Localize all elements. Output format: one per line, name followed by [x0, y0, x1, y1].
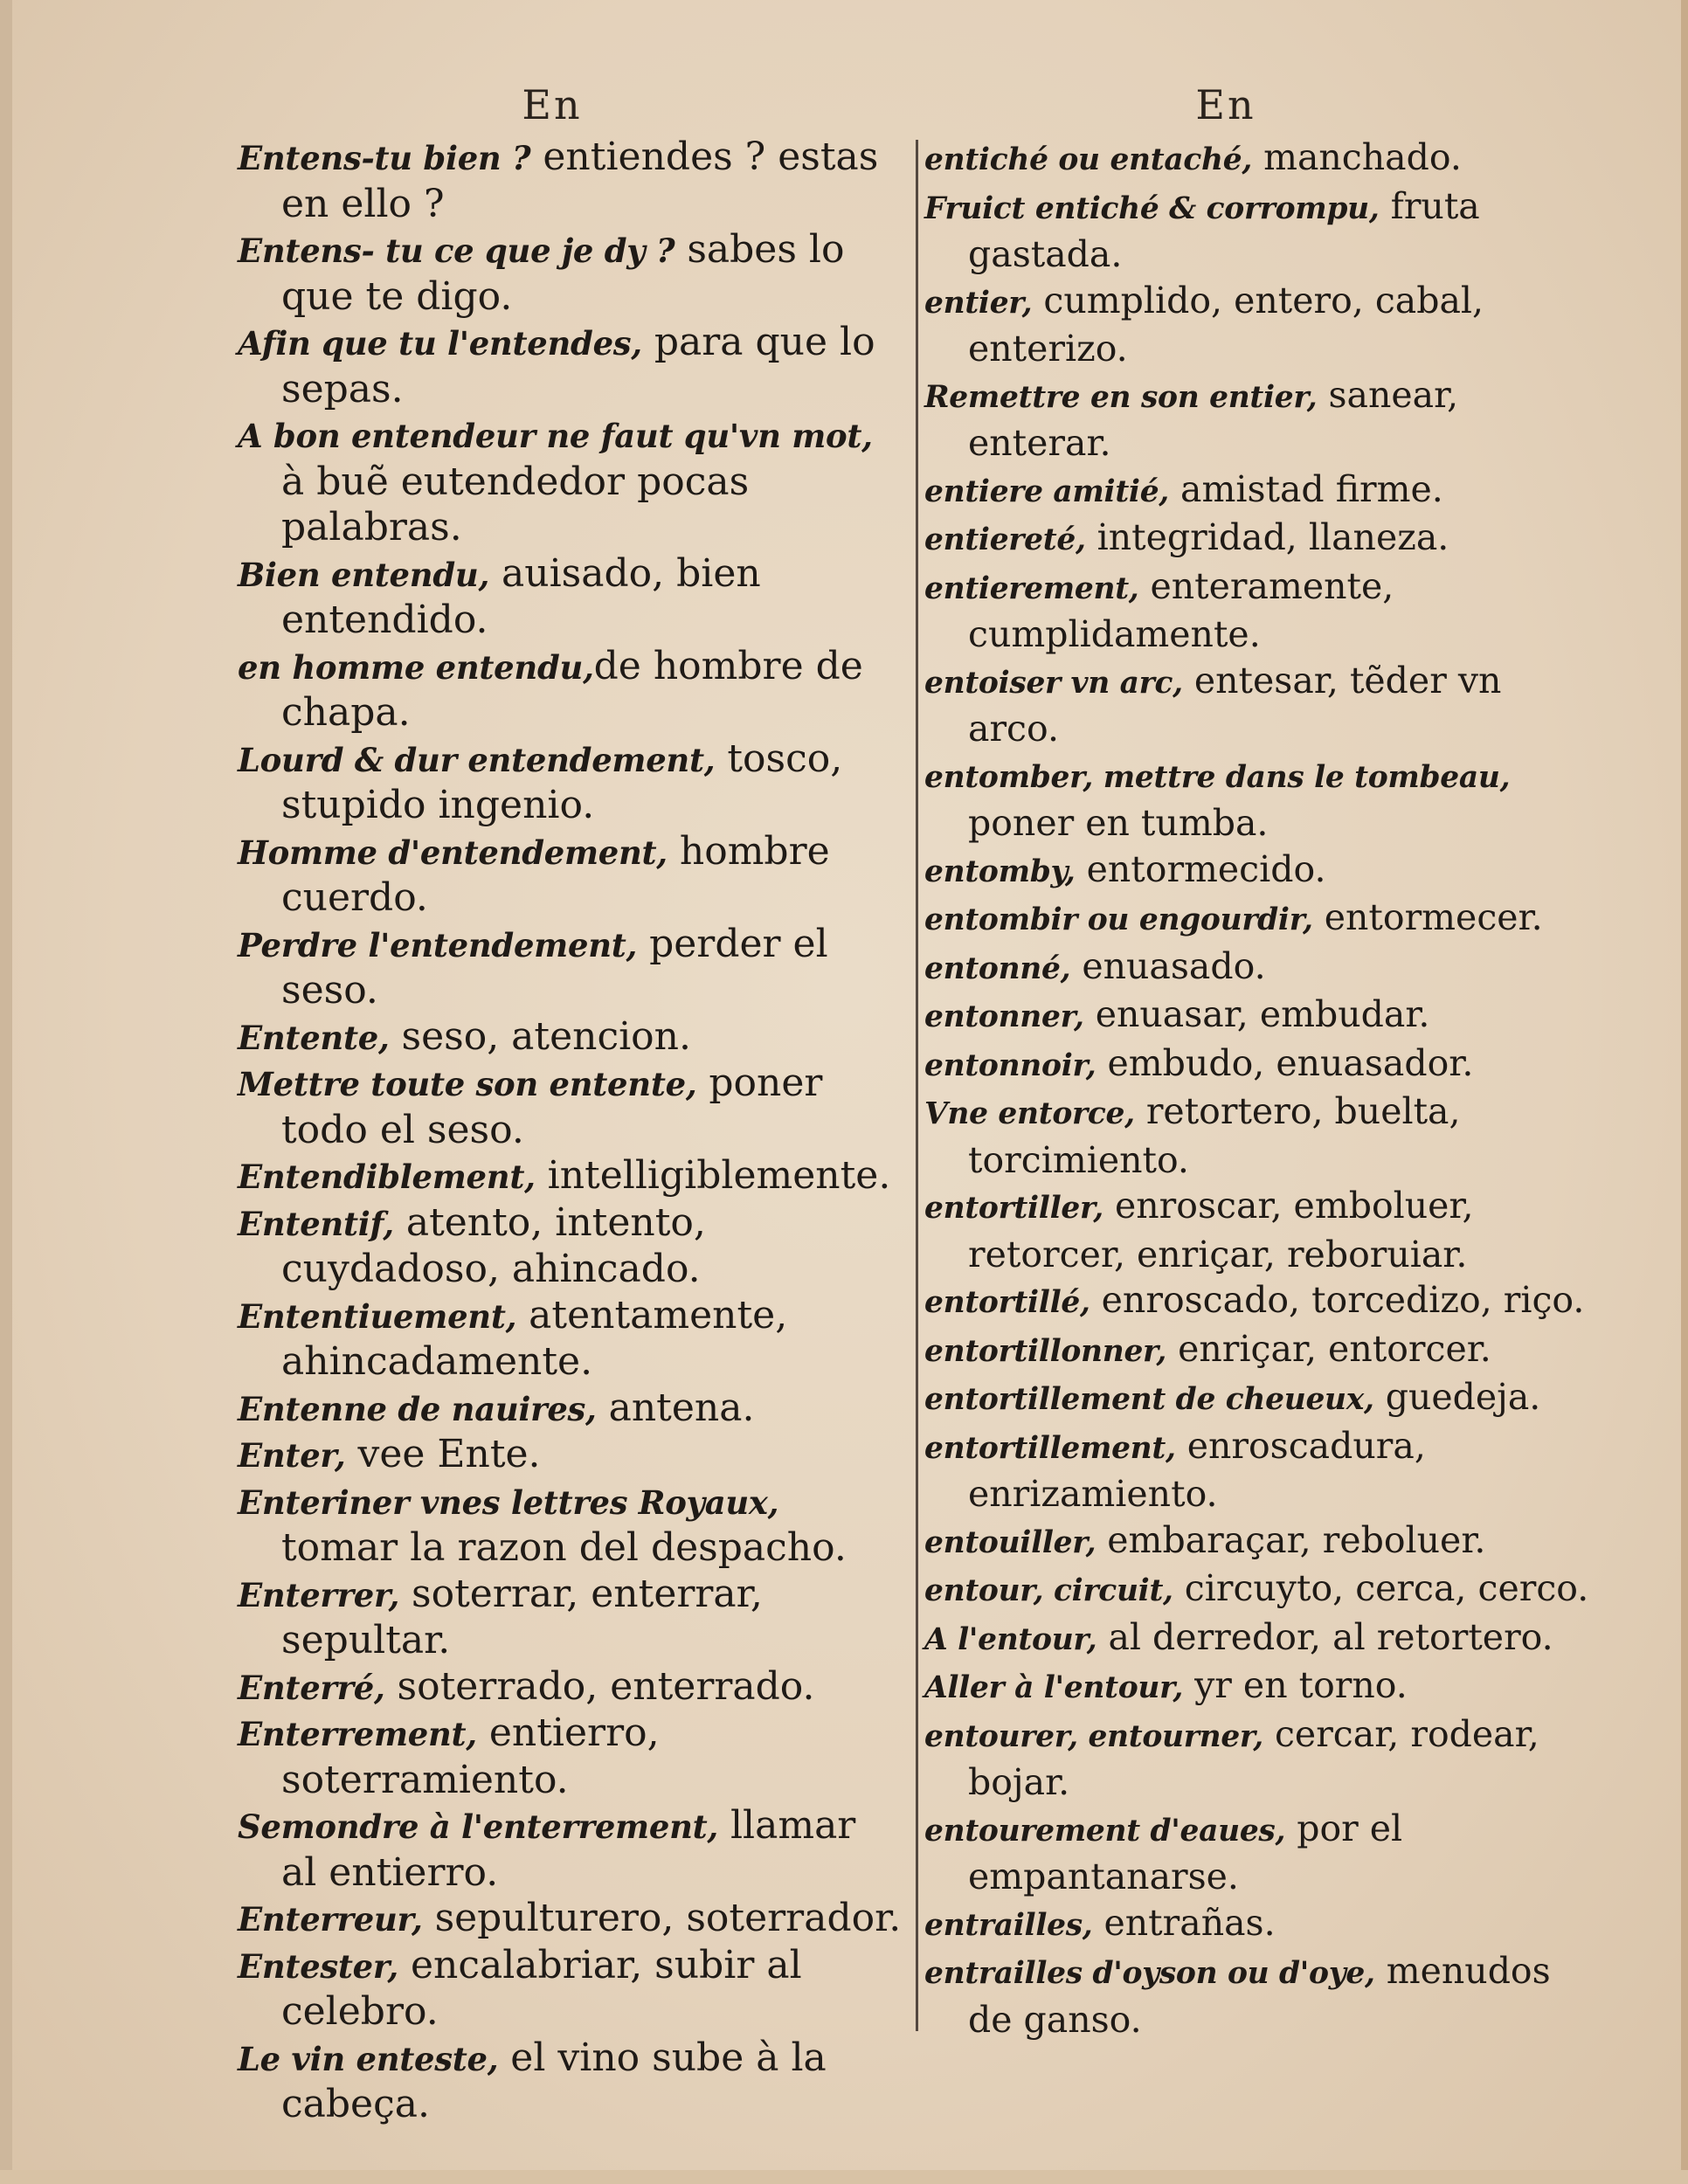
entry-headword: entiereté,	[924, 522, 1086, 557]
entry-translation: soterrado, enterrado.	[384, 1663, 815, 1709]
dictionary-entry	[238, 736, 902, 829]
entry-headword: entortillement de cheueux,	[924, 1382, 1374, 1417]
entry-translation: seso, atencion.	[389, 1013, 691, 1059]
entry-translation: tomar la razon del despacho.	[281, 1525, 847, 1570]
entry-translation: atentamente, ahincadamente.	[281, 1292, 788, 1384]
entry-translation: para que lo sepas.	[281, 320, 875, 411]
dictionary-entry	[238, 1432, 902, 1479]
entry-headword: entour, circuit,	[924, 1573, 1173, 1608]
page-edge-left	[0, 0, 12, 2184]
entry-translation: poner en tumba.	[968, 802, 1269, 844]
left-column	[238, 79, 902, 2128]
dictionary-entry	[924, 1374, 1597, 1423]
entry-translation: circuyto, cerca, cerco.	[1173, 1567, 1589, 1609]
entry-headword: entonnoir,	[924, 1047, 1097, 1083]
entry-translation: enuasar, embudar.	[1083, 993, 1430, 1035]
dictionary-entry	[924, 1565, 1597, 1614]
entry-translation: enroscado, torcedizo, riço.	[1090, 1279, 1585, 1321]
left-entry-list	[238, 135, 902, 2128]
entry-translation: tosco, stupido ingenio.	[281, 736, 843, 827]
dictionary-entry	[924, 1089, 1597, 1183]
entry-translation: por el empantanarse.	[968, 1807, 1403, 1897]
dictionary-entry	[924, 183, 1597, 278]
dictionary-entry	[924, 1948, 1597, 2042]
entry-headword: entoiser vn arc,	[924, 665, 1183, 701]
entry-translation: manchado.	[1252, 136, 1462, 178]
entry-translation: sepulturero, soterrador.	[422, 1896, 902, 1940]
dictionary-entry	[238, 1200, 902, 1293]
dictionary-entry	[238, 1711, 902, 1803]
entry-headword: entourer, entourner,	[924, 1718, 1263, 1754]
entry-headword: Perdre l'entendement,	[238, 925, 638, 964]
entry-headword: Afin que tu l'entendes,	[238, 324, 642, 363]
entry-translation: vee Ente.	[345, 1432, 541, 1476]
entry-translation: entesar, tẽder vn arco.	[968, 659, 1502, 750]
dictionary-entry	[924, 467, 1597, 515]
dictionary-entry	[924, 1900, 1597, 1949]
dictionary-entry	[924, 992, 1597, 1040]
entry-translation: encalabriar, subir al celebro.	[281, 1942, 802, 2034]
entry-headword: entomby,	[924, 854, 1076, 889]
entry-translation: hombre cuerdo.	[281, 828, 830, 920]
entry-headword: entonner,	[924, 999, 1084, 1034]
entry-translation: enuasado.	[1070, 944, 1266, 987]
dictionary-entry	[924, 278, 1597, 372]
entry-translation: soterrar, enterrar, sepultar.	[281, 1571, 763, 1662]
dictionary-entry	[238, 644, 902, 736]
entry-translation: poner todo el seso.	[281, 1061, 823, 1152]
entry-headword: Fruict entiché & corrompu,	[924, 190, 1380, 226]
entry-headword: Enteriner vnes lettres Royaux,	[238, 1482, 779, 1522]
entry-headword: entourement d'eaues,	[924, 1813, 1286, 1849]
entry-headword: Ententiuement,	[238, 1296, 517, 1336]
entry-translation: à buẽ eutendedor pocas palabras.	[281, 459, 750, 549]
page-edge-right	[1681, 0, 1688, 2184]
entry-translation: entierro, soterramiento.	[281, 1711, 660, 1802]
dictionary-entry	[238, 1572, 902, 1664]
entry-headword: entierement,	[924, 570, 1139, 606]
entry-translation: enriçar, entorcer.	[1166, 1327, 1491, 1370]
entry-headword: Aller à l'entour,	[924, 1670, 1184, 1705]
entry-headword: entiché ou entaché,	[924, 142, 1253, 177]
entry-headword: entrailles,	[924, 1907, 1093, 1943]
right-entry-list	[924, 135, 1597, 2042]
dictionary-entry	[238, 2035, 902, 2128]
entry-headword: Enterré,	[238, 1668, 385, 1707]
dictionary-entry	[924, 563, 1597, 658]
entry-headword: entouiller,	[924, 1524, 1097, 1560]
dictionary-entry	[924, 1711, 1597, 1806]
entry-translation: embaraçar, reboluer.	[1096, 1518, 1486, 1561]
entry-headword: A bon entendeur ne faut qu'vn mot,	[238, 417, 873, 455]
dictionary-entry	[238, 829, 902, 922]
dictionary-entry	[238, 1014, 902, 1061]
entry-headword: entrailles d'oyson ou d'oye,	[924, 1956, 1375, 1991]
entry-headword: Entester,	[238, 1946, 398, 1986]
entry-headword: Bien entendu,	[238, 555, 490, 594]
left-column-header: En	[522, 81, 583, 128]
entry-headword: Le vin enteste,	[238, 2039, 499, 2078]
entry-headword: entier,	[924, 285, 1033, 321]
dictionary-entry	[924, 1183, 1597, 1277]
dictionary-entry	[238, 1896, 902, 1943]
entry-translation: entiendes ? estas en ello ?	[281, 135, 879, 226]
entry-headword: Entenne de nauires,	[238, 1389, 597, 1428]
entry-headword: Vne entorce,	[924, 1096, 1135, 1131]
entry-headword: Enter,	[238, 1436, 346, 1475]
entry-headword: entombir ou engourdir,	[924, 902, 1313, 937]
entry-translation: perder el seso.	[281, 921, 828, 1013]
right-column	[924, 79, 1597, 2042]
entry-headword: Lourd & dur entendement,	[238, 740, 716, 779]
column-divider	[916, 140, 918, 2031]
entry-headword: Homme d'entendement,	[238, 833, 668, 872]
dictionary-entry	[924, 1040, 1597, 1089]
entry-headword: entortiller,	[924, 1191, 1103, 1226]
page-edge-bottom	[0, 2170, 1688, 2184]
entry-headword: entortillement,	[924, 1430, 1176, 1466]
dictionary-entry	[924, 515, 1597, 563]
entry-translation: amistad firme.	[1169, 467, 1443, 510]
dictionary-entry	[924, 1423, 1597, 1517]
dictionary-entry	[238, 1061, 902, 1153]
entry-headword: Enterreur,	[238, 1900, 423, 1939]
dictionary-entry	[238, 320, 902, 412]
entry-headword: Remettre en son entier,	[924, 379, 1318, 415]
dictionary-entry	[238, 227, 902, 320]
entry-headword: entonné,	[924, 950, 1071, 986]
entry-headword: Semondre à l'enterrement,	[238, 1807, 718, 1846]
entry-translation: entormecido.	[1075, 847, 1326, 890]
dictionary-entry	[924, 847, 1597, 895]
entry-translation: cercar, rodear, bojar.	[968, 1712, 1539, 1803]
dictionary-entry	[238, 1943, 902, 2035]
entry-translation: el vino sube à la cabeça.	[281, 2035, 827, 2126]
dictionary-entry	[238, 1803, 902, 1896]
entry-headword: A l'entour,	[924, 1621, 1097, 1657]
entry-translation: guedeja.	[1373, 1376, 1541, 1418]
dictionary-entry	[924, 1326, 1597, 1375]
dictionary-entry	[924, 1662, 1597, 1711]
entry-headword: Entendiblement,	[238, 1158, 536, 1196]
entry-translation: sabes lo que te digo.	[281, 227, 845, 319]
entry-translation: sanear, enterar.	[968, 373, 1459, 464]
entry-translation: yr en torno.	[1183, 1664, 1408, 1706]
dictionary-entry	[924, 943, 1597, 992]
entry-translation: menudos de ganso.	[968, 1950, 1551, 2041]
dictionary-entry	[238, 922, 902, 1014]
dictionary-entry	[924, 1806, 1597, 1900]
dictionary-entry	[238, 412, 902, 551]
entry-translation: intelligiblemente.	[535, 1153, 891, 1198]
entry-headword: entortillonner,	[924, 1333, 1167, 1369]
dictionary-entry	[924, 752, 1597, 847]
dictionary-entry	[924, 1517, 1597, 1566]
entry-translation: entrañas.	[1092, 1901, 1276, 1944]
entry-translation: llamar al entierro.	[281, 1803, 856, 1895]
entry-translation: retortero, buelta, torcimiento.	[968, 1090, 1461, 1181]
entry-translation: fruta gastada.	[968, 184, 1480, 275]
entry-translation: enroscar, emboluer, retorcer, enriçar, reboruiar.	[968, 1185, 1474, 1275]
entry-headword: en homme entendu,	[238, 647, 594, 687]
entry-translation: atento, intento, cuydadoso, ahincado.	[281, 1199, 706, 1291]
dictionary-entry	[238, 1386, 902, 1433]
entry-headword: entiere amitié,	[924, 473, 1169, 509]
entry-translation: enroscadura, enrizamiento.	[968, 1424, 1426, 1515]
dictionary-entry	[238, 1293, 902, 1386]
dictionary-entry	[238, 551, 902, 644]
dictionary-entry	[924, 1277, 1597, 1326]
entry-headword: Enterrement,	[238, 1715, 477, 1753]
entry-headword: Enterrer,	[238, 1575, 400, 1614]
dictionary-entry	[924, 1614, 1597, 1663]
entry-translation: de hombre de chapa.	[281, 643, 863, 735]
entry-headword: Entente,	[238, 1018, 390, 1057]
entry-headword: Ententif,	[238, 1204, 394, 1243]
entry-translation: enteramente, cumplidamente.	[968, 564, 1394, 655]
entry-translation: integridad, llaneza.	[1085, 516, 1449, 558]
dictionary-entry	[924, 372, 1597, 467]
dictionary-entry	[238, 135, 902, 227]
entry-translation: entormecer.	[1312, 896, 1543, 938]
dictionary-entry	[924, 895, 1597, 943]
entry-headword: Mettre toute son entente,	[238, 1065, 697, 1103]
dictionary-entry	[238, 1479, 902, 1572]
dictionary-entry	[924, 658, 1597, 752]
entry-headword: entortillé,	[924, 1285, 1090, 1320]
right-column-header: En	[1195, 81, 1256, 128]
entry-translation: al derredor, al retortero.	[1097, 1615, 1553, 1658]
entry-translation: antena.	[596, 1385, 755, 1430]
dictionary-entry	[238, 1664, 902, 1711]
entry-headword: Entens- tu ce que je dy ?	[238, 232, 675, 270]
entry-headword: entomber, mettre dans le tombeau,	[924, 759, 1511, 795]
entry-translation: cumplido, entero, cabal, enterizo.	[968, 279, 1484, 370]
entry-headword: Entens-tu bien ?	[238, 139, 531, 177]
entry-translation: auisado, bien entendido.	[281, 550, 761, 642]
dictionary-entry	[238, 1153, 902, 1200]
dictionary-entry	[924, 135, 1597, 183]
entry-translation: embudo, enuasador.	[1096, 1041, 1474, 1084]
